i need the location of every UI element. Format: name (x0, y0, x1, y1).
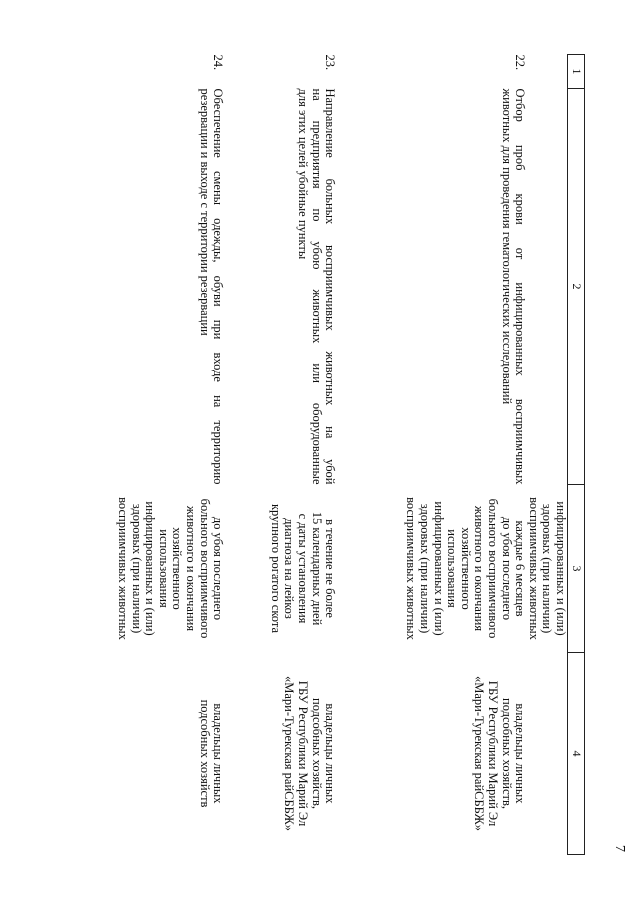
row-responsible (224, 653, 336, 855)
term-line: 15 календарных дней (309, 511, 324, 626)
measure-line: животных для проведения гематологических исследований (499, 88, 514, 405)
continuation-term-line: восприимчивых животных (526, 497, 541, 640)
responsible-line: «Мари-Турекская райСББЖ» (472, 675, 487, 831)
term-line: животного и окончания (184, 505, 199, 632)
responsible-line: ГБУ Республики Марий Эл (486, 680, 501, 827)
term-line: до убоя последнего (211, 516, 226, 621)
row-number: 22. (513, 54, 528, 71)
responsible-line: «Мари-Турекская райСББЖ» (282, 675, 297, 831)
term-line: здоровых (при наличии) (418, 503, 433, 634)
continuation-term-line: здоровых (при наличии) (540, 503, 555, 634)
term-line: восприимчивых животных (404, 497, 419, 640)
measure-line: на предприятия по убою животных или оборудованные (309, 88, 324, 485)
header-col-3: 3 (568, 485, 585, 653)
table-header-row (568, 55, 585, 855)
table-row (224, 55, 336, 855)
measure-line: резервации и выходе с территории резервации (197, 88, 212, 336)
row-number: 24. (211, 54, 226, 71)
row-responsible (336, 653, 526, 855)
term-line: крупного рогатого скота (268, 503, 283, 634)
term-line: инфицированных и (или) (143, 501, 158, 636)
term-line: до убоя последнего (499, 516, 514, 621)
responsible-line: владельцы личных (513, 703, 528, 804)
measure-line: Отбор проб крови от инфицированных восприимчивых (513, 88, 528, 485)
term-line: в течение не более (323, 519, 338, 618)
continuation-term (526, 485, 567, 653)
row-responsible (79, 653, 224, 855)
responsible-line: владельцы личных (323, 703, 338, 804)
responsible-line: подсобных хозяйств, (309, 698, 324, 809)
measure-line: для этих целей убойные пункты (296, 88, 311, 260)
continuation-term-line: инфицированных и (или) (554, 501, 568, 636)
responsible-line: ГБУ Республики Марий Эл (296, 680, 311, 827)
table-row-continuation (526, 55, 567, 855)
measure-line: Обеспечение смены одежды, обуви при входе на территорию (211, 88, 226, 485)
row-term (224, 485, 336, 653)
term-line: каждые 6 месяцев (513, 520, 528, 617)
page-number: 7 (612, 845, 627, 852)
responsible-line: владельцы личных (211, 703, 226, 804)
row-measure (79, 89, 224, 485)
row-term (79, 485, 224, 653)
term-line: использования (445, 529, 460, 608)
term-line: хозяйственного (458, 527, 473, 610)
term-line: диагноза на лейкоз (282, 518, 297, 619)
table-row (79, 55, 224, 855)
term-line: больного восприимчивого (197, 498, 212, 639)
measure-line: Направление больных восприимчивых животных на убой (323, 88, 338, 485)
header-col-1: 1 (568, 55, 585, 89)
term-line: инфицированных и (или) (431, 501, 446, 636)
row-measure (224, 89, 336, 485)
measures-table (79, 54, 585, 855)
term-line: восприимчивых животных (116, 497, 131, 640)
term-line: животного и окончания (472, 505, 487, 632)
term-line: больного восприимчивого (486, 498, 501, 639)
row-number: 23. (323, 54, 338, 71)
header-col-4: 4 (568, 653, 585, 855)
table-row (336, 55, 526, 855)
term-line: здоровых (при наличии) (129, 503, 144, 634)
term-line: использования (156, 529, 171, 608)
responsible-line: подсобных хозяйств, (499, 698, 514, 809)
term-line: хозяйственного (170, 527, 185, 610)
term-line: с даты установления (296, 513, 311, 624)
row-measure (336, 89, 526, 485)
header-col-2: 2 (568, 89, 585, 485)
responsible-line: подсобных хозяйств (197, 699, 212, 808)
row-term (336, 485, 526, 653)
